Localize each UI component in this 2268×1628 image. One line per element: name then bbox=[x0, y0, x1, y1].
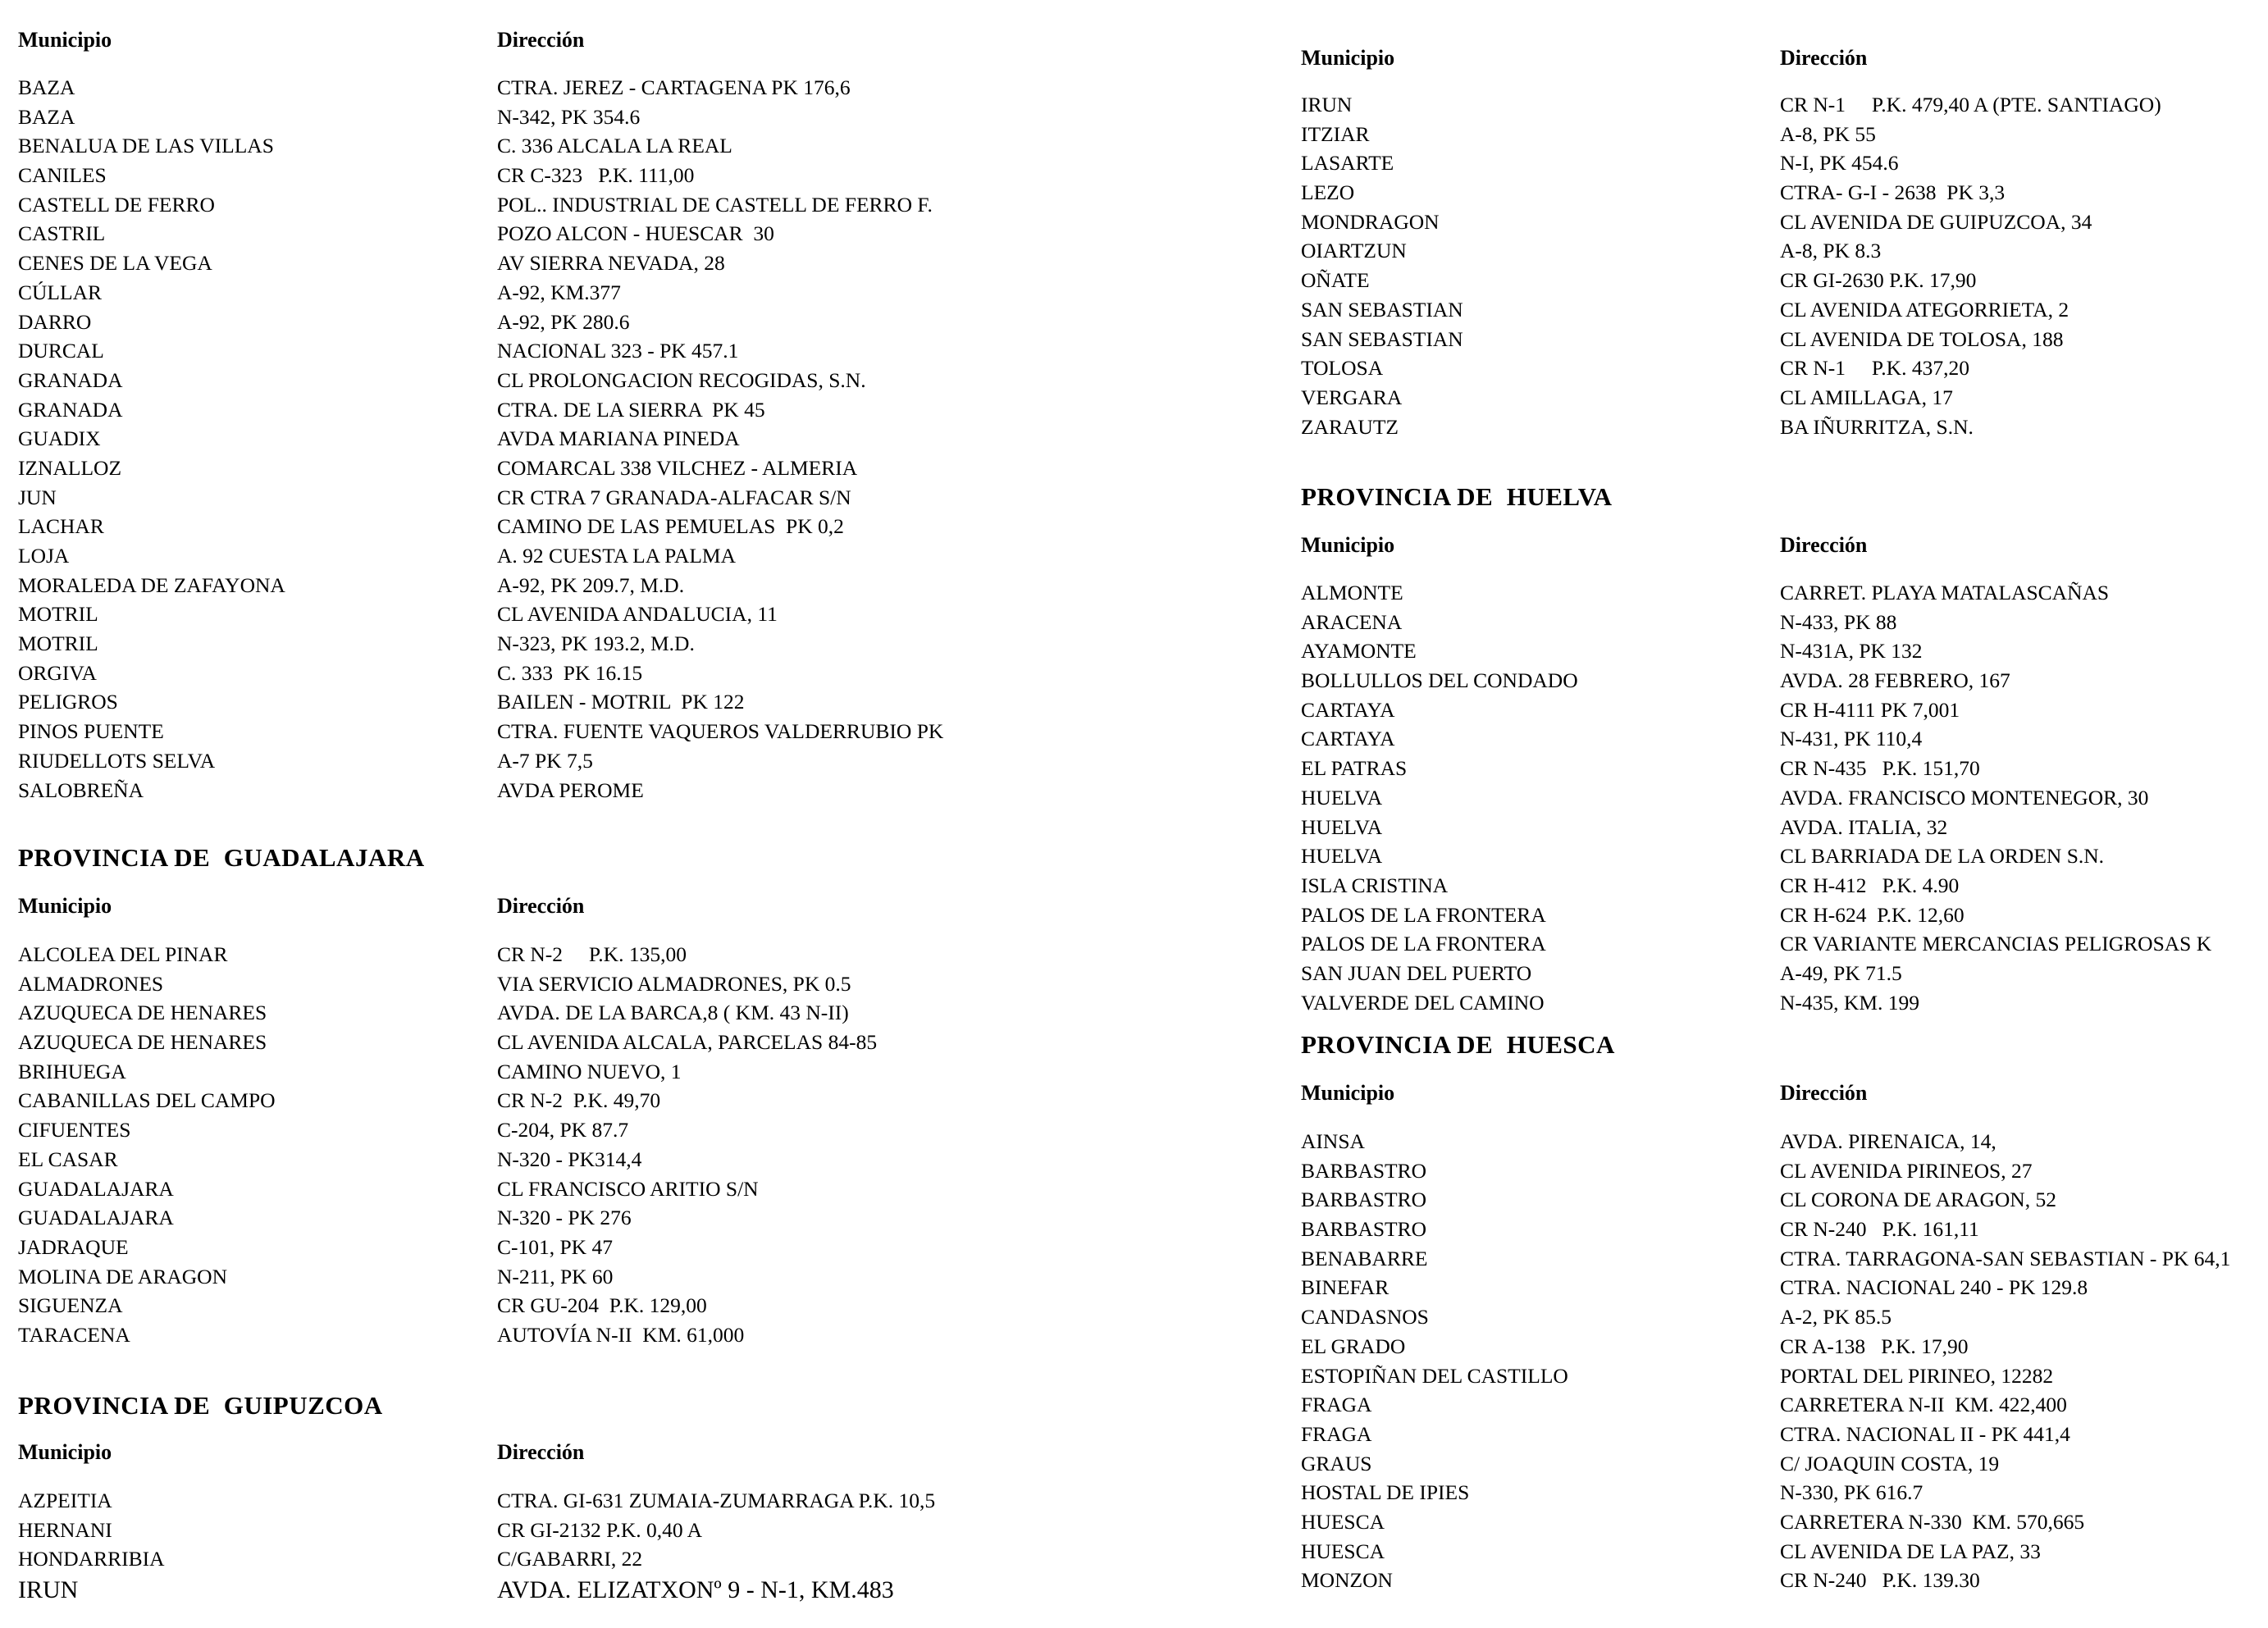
header-direccion: Dirección bbox=[497, 894, 585, 918]
direccion-cell: CL AVENIDA ATEGORRIETA, 2 bbox=[1780, 297, 2069, 321]
table-row bbox=[1301, 209, 2261, 239]
direccion-cell: CTRA. GI-631 ZUMAIA-ZUMARRAGA P.K. 10,5 bbox=[497, 1489, 936, 1512]
direccion-cell: CTRA- G-I - 2638 PK 3,3 bbox=[1780, 180, 2006, 205]
table-row bbox=[18, 718, 1232, 748]
municipio-cell: JADRAQUE bbox=[18, 1234, 129, 1259]
municipio-cell: SAN SEBASTIAN bbox=[1301, 326, 1463, 351]
table-row bbox=[1301, 1539, 2261, 1568]
rows-huelva bbox=[1301, 580, 2261, 1019]
municipio-cell: LEZO bbox=[1301, 180, 1355, 205]
direccion-cell: N-433, PK 88 bbox=[1780, 609, 1897, 634]
province-title: PROVINCIA DE GUADALAJARA bbox=[18, 843, 425, 872]
table-row bbox=[1301, 726, 2261, 755]
table-row bbox=[1301, 960, 2261, 990]
municipio-cell: RIUDELLOTS SELVA bbox=[18, 748, 216, 773]
direccion-cell: AVDA. ITALIA, 32 bbox=[1780, 814, 1948, 839]
municipio-cell: HERNANI bbox=[18, 1517, 112, 1542]
table-row bbox=[1301, 1158, 2261, 1188]
municipio-cell: IZNALLOZ bbox=[18, 455, 122, 480]
municipio-cell: SAN SEBASTIAN bbox=[1301, 297, 1463, 321]
table-row bbox=[18, 1546, 1232, 1576]
municipio-cell: ZARAUTZ bbox=[1301, 414, 1399, 439]
direccion-cell: AVDA. ELIZATXONº 9 - N-1, KM.483 bbox=[497, 1576, 894, 1604]
direccion-cell: C. 333 PK 16.15 bbox=[497, 660, 643, 685]
table-row bbox=[1301, 326, 2261, 356]
table-row bbox=[1301, 238, 2261, 267]
direccion-cell: AVDA. PIRENAICA, 14, bbox=[1780, 1129, 1996, 1153]
province-title: PROVINCIA DE HUELVA bbox=[1301, 482, 1613, 511]
municipio-cell: HUELVA bbox=[1301, 814, 1383, 839]
direccion-cell: C. 336 ALCALA LA REAL bbox=[497, 134, 732, 158]
table-row bbox=[1301, 609, 2261, 639]
municipio-cell: BINEFAR bbox=[1301, 1275, 1390, 1300]
municipio-cell: ALCOLEA DEL PINAR bbox=[18, 942, 228, 966]
table-row bbox=[18, 309, 1232, 339]
table-row bbox=[18, 455, 1232, 485]
municipio-cell: PELIGROS bbox=[18, 690, 118, 714]
table-row bbox=[18, 1205, 1232, 1234]
direccion-cell: C-204, PK 87.7 bbox=[497, 1118, 629, 1142]
table-row bbox=[18, 1264, 1232, 1293]
direccion-cell: CTRA. NACIONAL 240 - PK 129.8 bbox=[1780, 1275, 2088, 1300]
direccion-cell: A-7 PK 7,5 bbox=[497, 748, 593, 773]
table-row bbox=[18, 1029, 1232, 1059]
direccion-cell: CR N-240 P.K. 161,11 bbox=[1780, 1217, 1979, 1242]
table-row bbox=[18, 192, 1232, 221]
table-row bbox=[1301, 150, 2261, 180]
direccion-cell: BAILEN - MOTRIL PK 122 bbox=[497, 690, 745, 714]
direccion-cell: A. 92 CUESTA LA PALMA bbox=[497, 544, 737, 568]
direccion-cell: CR H-4111 PK 7,001 bbox=[1780, 697, 1960, 722]
table-row bbox=[1301, 1304, 2261, 1334]
header-direccion: Dirección bbox=[1780, 533, 1868, 557]
table-row bbox=[18, 1322, 1232, 1352]
table-row bbox=[1301, 755, 2261, 785]
municipio-cell: MOTRIL bbox=[18, 602, 98, 627]
table-row bbox=[1301, 580, 2261, 609]
table-row bbox=[1301, 931, 2261, 960]
direccion-cell: CL AVENIDA DE GUIPUZCOA, 34 bbox=[1780, 209, 2092, 234]
municipio-cell: ARACENA bbox=[1301, 609, 1403, 634]
table-row bbox=[1301, 1451, 2261, 1480]
direccion-cell: CR GU-204 P.K. 129,00 bbox=[497, 1293, 707, 1318]
direccion-cell: N-211, PK 60 bbox=[497, 1264, 614, 1288]
direccion-cell: COMARCAL 338 VILCHEZ - ALMERIA bbox=[497, 455, 858, 480]
direccion-cell: CR N-2 P.K. 135,00 bbox=[497, 942, 687, 966]
header-municipio: Municipio bbox=[18, 894, 112, 918]
municipio-cell: VALVERDE DEL CAMINO bbox=[1301, 990, 1545, 1015]
rows-guipuzcoa bbox=[18, 1488, 1232, 1605]
table-row bbox=[18, 601, 1232, 631]
municipio-cell: ISLA CRISTINA bbox=[1301, 873, 1449, 897]
direccion-cell: CR GI-2132 P.K. 0,40 A bbox=[497, 1517, 703, 1542]
municipio-cell: LASARTE bbox=[1301, 151, 1394, 176]
direccion-cell: CL AVENIDA DE LA PAZ, 33 bbox=[1780, 1539, 2041, 1563]
table-row bbox=[18, 631, 1232, 660]
municipio-cell: CANILES bbox=[18, 163, 107, 188]
table-row bbox=[18, 942, 1232, 971]
header-direccion: Dirección bbox=[1780, 1081, 1868, 1105]
municipio-cell: EL CASAR bbox=[18, 1147, 118, 1171]
municipio-cell: GUADIX bbox=[18, 426, 101, 451]
direccion-cell: CL AVENIDA ALCALA, PARCELAS 84-85 bbox=[497, 1030, 878, 1055]
table-row bbox=[18, 280, 1232, 309]
table-row bbox=[1301, 668, 2261, 697]
direccion-cell: CAMINO DE LAS PEMUELAS PK 0,2 bbox=[497, 514, 844, 539]
municipio-cell: BAZA bbox=[18, 75, 75, 99]
table-row bbox=[1301, 121, 2261, 151]
direccion-cell: A-49, PK 71.5 bbox=[1780, 960, 1902, 985]
municipio-cell: HUELVA bbox=[1301, 844, 1383, 869]
rows-huesca bbox=[1301, 1129, 2261, 1597]
municipio-cell: EL GRADO bbox=[1301, 1334, 1406, 1358]
direccion-cell: N-320 - PK 276 bbox=[497, 1206, 632, 1230]
direccion-cell: CL AVENIDA DE TOLOSA, 188 bbox=[1780, 326, 2064, 351]
direccion-cell: C/ JOAQUIN COSTA, 19 bbox=[1780, 1451, 2000, 1475]
municipio-cell: PALOS DE LA FRONTERA bbox=[1301, 932, 1546, 956]
table-row bbox=[1301, 297, 2261, 326]
table-row bbox=[1301, 1421, 2261, 1451]
direccion-cell: CR N-435 P.K. 151,70 bbox=[1780, 756, 1980, 781]
municipio-cell: HOSTAL DE IPIES bbox=[1301, 1480, 1470, 1505]
direccion-cell: A-92, KM.377 bbox=[497, 280, 621, 304]
table-row bbox=[18, 1234, 1232, 1264]
direccion-cell: N-431, PK 110,4 bbox=[1780, 727, 1923, 751]
direccion-cell: CR N-2 P.K. 49,70 bbox=[497, 1088, 661, 1113]
municipio-cell: FRAGA bbox=[1301, 1421, 1372, 1446]
table-row bbox=[18, 1117, 1232, 1147]
municipio-cell: AZPEITIA bbox=[18, 1489, 112, 1512]
direccion-cell: CR N-1 P.K. 437,20 bbox=[1780, 356, 1969, 381]
header-municipio: Municipio bbox=[18, 1440, 112, 1464]
header-direccion: Dirección bbox=[497, 28, 585, 52]
municipio-cell: BENALUA DE LAS VILLAS bbox=[18, 134, 274, 158]
table-row bbox=[1301, 697, 2261, 727]
direccion-cell: A-92, PK 209.7, M.D. bbox=[497, 572, 685, 597]
municipio-cell: ORGIVA bbox=[18, 660, 97, 685]
table-row bbox=[1301, 902, 2261, 932]
direccion-cell: AVDA. 28 FEBRERO, 167 bbox=[1780, 668, 2010, 693]
direccion-cell: CR C-323 P.K. 111,00 bbox=[497, 163, 695, 188]
rows-guadalajara bbox=[18, 942, 1232, 1352]
municipio-cell: BOLLULLOS DEL CONDADO bbox=[1301, 668, 1578, 693]
municipio-cell: AYAMONTE bbox=[1301, 639, 1417, 664]
municipio-cell: CASTELL DE FERRO bbox=[18, 192, 215, 217]
table-row bbox=[1301, 92, 2261, 121]
header-direccion: Dirección bbox=[1780, 46, 1868, 70]
table-row bbox=[18, 104, 1232, 134]
direccion-cell: CARRETERA N-II KM. 422,400 bbox=[1780, 1393, 2067, 1417]
table-row bbox=[18, 1176, 1232, 1206]
municipio-cell: MONDRAGON bbox=[1301, 209, 1440, 234]
municipio-cell: ESTOPIÑAN DEL CASTILLO bbox=[1301, 1363, 1568, 1388]
direccion-cell: C/GABARRI, 22 bbox=[497, 1547, 643, 1571]
table-row bbox=[18, 572, 1232, 602]
table-row bbox=[18, 367, 1232, 397]
direccion-cell: BA IÑURRITZA, S.N. bbox=[1780, 414, 1974, 439]
table-row bbox=[18, 1059, 1232, 1088]
municipio-cell: IRUN bbox=[1301, 93, 1353, 116]
table-row bbox=[1301, 843, 2261, 873]
header-municipio: Municipio bbox=[1301, 533, 1395, 557]
rows-granada bbox=[18, 75, 1232, 806]
municipio-cell: PINOS PUENTE bbox=[18, 719, 164, 744]
direccion-cell: N-I, PK 454.6 bbox=[1780, 151, 1899, 176]
direccion-cell: CTRA. FUENTE VAQUEROS VALDERRUBIO PK bbox=[497, 719, 944, 744]
direccion-cell: CR H-624 P.K. 12,60 bbox=[1780, 902, 1965, 927]
direccion-cell: AVDA. FRANCISCO MONTENEGOR, 30 bbox=[1780, 785, 2149, 809]
table-row bbox=[18, 485, 1232, 514]
municipio-cell: AINSA bbox=[1301, 1129, 1365, 1153]
municipio-cell: HUESCA bbox=[1301, 1539, 1385, 1563]
direccion-cell: CR GI-2630 P.K. 17,90 bbox=[1780, 268, 1977, 293]
municipio-cell: AZUQUECA DE HENARES bbox=[18, 1030, 267, 1055]
direccion-cell: CR N-1 P.K. 479,40 A (PTE. SANTIAGO) bbox=[1780, 93, 2161, 116]
direccion-cell: CTRA. NACIONAL II - PK 441,4 bbox=[1780, 1421, 2070, 1446]
municipio-cell: BARBASTRO bbox=[1301, 1158, 1427, 1183]
municipio-cell: OIARTZUN bbox=[1301, 239, 1407, 263]
municipio-cell: AZUQUECA DE HENARES bbox=[18, 1001, 267, 1025]
table-row bbox=[1301, 785, 2261, 814]
header-municipio: Municipio bbox=[1301, 1081, 1395, 1105]
table-row bbox=[1301, 1246, 2261, 1275]
direccion-cell: CR VARIANTE MERCANCIAS PELIGROSAS K bbox=[1780, 932, 2212, 956]
header-municipio: Municipio bbox=[1301, 46, 1395, 70]
municipio-cell: TARACENA bbox=[18, 1322, 130, 1347]
direccion-cell: AUTOVÍA N-II KM. 61,000 bbox=[497, 1322, 745, 1347]
municipio-cell: ALMONTE bbox=[1301, 581, 1403, 604]
table-row bbox=[1301, 267, 2261, 297]
direccion-cell: POL.. INDUSTRIAL DE CASTELL DE FERRO F. bbox=[497, 192, 933, 217]
municipio-cell: GUADALAJARA bbox=[18, 1206, 174, 1230]
table-row bbox=[1301, 355, 2261, 385]
municipio-cell: MOLINA DE ARAGON bbox=[18, 1264, 227, 1288]
municipio-cell: IRUN bbox=[18, 1576, 79, 1604]
table-row bbox=[1301, 1363, 2261, 1393]
table-row bbox=[18, 426, 1232, 455]
table-row bbox=[18, 1488, 1232, 1517]
municipio-cell: EL PATRAS bbox=[1301, 756, 1408, 781]
table-row bbox=[18, 543, 1232, 572]
direccion-cell: CR H-412 P.K. 4.90 bbox=[1780, 873, 1960, 897]
table-row bbox=[18, 221, 1232, 250]
direccion-cell: CL AVENIDA PIRINEOS, 27 bbox=[1780, 1158, 2033, 1183]
direccion-cell: VIA SERVICIO ALMADRONES, PK 0.5 bbox=[497, 971, 851, 996]
table-row bbox=[18, 971, 1232, 1001]
municipio-cell: MONZON bbox=[1301, 1568, 1393, 1593]
province-title: PROVINCIA DE GUIPUZCOA bbox=[18, 1391, 383, 1420]
table-row bbox=[1301, 638, 2261, 668]
municipio-cell: CENES DE LA VEGA bbox=[18, 251, 212, 276]
table-row bbox=[1301, 1129, 2261, 1158]
direccion-cell: CL FRANCISCO ARITIO S/N bbox=[497, 1176, 759, 1201]
direccion-cell: CL AVENIDA ANDALUCIA, 11 bbox=[497, 602, 778, 627]
direccion-cell: AVDA PEROME bbox=[497, 778, 644, 802]
direccion-cell: CL BARRIADA DE LA ORDEN S.N. bbox=[1780, 844, 2105, 869]
table-row bbox=[1301, 180, 2261, 209]
municipio-cell: CARTAYA bbox=[1301, 697, 1395, 722]
municipio-cell: DARRO bbox=[18, 309, 92, 334]
municipio-cell: CASTRIL bbox=[18, 221, 106, 246]
table-row bbox=[18, 689, 1232, 718]
table-row bbox=[18, 1293, 1232, 1322]
table-row bbox=[18, 1517, 1232, 1547]
table-row bbox=[18, 133, 1232, 162]
direccion-cell: CL AMILLAGA, 17 bbox=[1780, 385, 1953, 409]
municipio-cell: ALMADRONES bbox=[18, 971, 164, 996]
direccion-cell: CR N-240 P.K. 139.30 bbox=[1780, 1568, 1980, 1593]
municipio-cell: GUADALAJARA bbox=[18, 1176, 174, 1201]
municipio-cell: BENABARRE bbox=[1301, 1246, 1428, 1270]
direccion-cell: PORTAL DEL PIRINEO, 12282 bbox=[1780, 1363, 2054, 1388]
direccion-cell: POZO ALCON - HUESCAR 30 bbox=[497, 221, 774, 246]
municipio-cell: LACHAR bbox=[18, 514, 104, 539]
direccion-cell: C-101, PK 47 bbox=[497, 1234, 613, 1259]
table-row bbox=[18, 1000, 1232, 1029]
table-row bbox=[1301, 873, 2261, 902]
table-row bbox=[18, 397, 1232, 426]
table-row bbox=[18, 778, 1232, 807]
direccion-cell: CL CORONA DE ARAGON, 52 bbox=[1780, 1188, 2056, 1212]
municipio-cell: LOJA bbox=[18, 544, 70, 568]
table-row bbox=[18, 748, 1232, 778]
table-row bbox=[1301, 1480, 2261, 1509]
table-row bbox=[18, 513, 1232, 543]
table-row bbox=[18, 338, 1232, 367]
direccion-cell: CR CTRA 7 GRANADA-ALFACAR S/N bbox=[497, 485, 851, 509]
table-row bbox=[18, 1088, 1232, 1117]
municipio-cell: GRANADA bbox=[18, 397, 123, 422]
municipio-cell: HUESCA bbox=[1301, 1509, 1385, 1534]
direccion-cell: N-342, PK 354.6 bbox=[497, 104, 641, 129]
municipio-cell: SIGUENZA bbox=[18, 1293, 123, 1318]
direccion-cell: A-92, PK 280.6 bbox=[497, 309, 630, 334]
table-row bbox=[1301, 385, 2261, 414]
municipio-cell: MOTRIL bbox=[18, 632, 98, 656]
municipio-cell: CÚLLAR bbox=[18, 280, 102, 304]
municipio-cell: ITZIAR bbox=[1301, 121, 1370, 146]
direccion-cell: NACIONAL 323 - PK 457.1 bbox=[497, 339, 739, 363]
table-row bbox=[1301, 1216, 2261, 1246]
direccion-cell: N-431A, PK 132 bbox=[1780, 639, 1923, 664]
municipio-cell: BRIHUEGA bbox=[18, 1059, 126, 1083]
direccion-cell: N-330, PK 616.7 bbox=[1780, 1480, 1923, 1505]
direccion-cell: A-8, PK 55 bbox=[1780, 121, 1876, 146]
table-row bbox=[18, 75, 1232, 104]
direccion-cell: A-8, PK 8.3 bbox=[1780, 239, 1882, 263]
municipio-cell: FRAGA bbox=[1301, 1393, 1372, 1417]
table-row bbox=[1301, 1275, 2261, 1304]
direccion-cell: AVDA. DE LA BARCA,8 ( KM. 43 N-II) bbox=[497, 1001, 849, 1025]
header-municipio: Municipio bbox=[18, 28, 112, 52]
municipio-cell: VERGARA bbox=[1301, 385, 1403, 409]
table-row bbox=[18, 1576, 1232, 1605]
table-row bbox=[1301, 1187, 2261, 1216]
header-direccion: Dirección bbox=[497, 1440, 585, 1464]
direccion-cell: N-323, PK 193.2, M.D. bbox=[497, 632, 695, 656]
municipio-cell: OÑATE bbox=[1301, 268, 1370, 293]
municipio-cell: CANDASNOS bbox=[1301, 1305, 1429, 1329]
direccion-cell: AV SIERRA NEVADA, 28 bbox=[497, 251, 725, 276]
direccion-cell: CARRETERA N-330 KM. 570,665 bbox=[1780, 1509, 2085, 1534]
municipio-cell: CABANILLAS DEL CAMPO bbox=[18, 1088, 276, 1113]
table-row bbox=[18, 660, 1232, 690]
rows-guipuzcoa-continued bbox=[1301, 92, 2261, 443]
table-row bbox=[1301, 414, 2261, 444]
direccion-cell: CTRA. TARRAGONA-SAN SEBASTIAN - PK 64,1 bbox=[1780, 1246, 2231, 1270]
direccion-cell: CL PROLONGACION RECOGIDAS, S.N. bbox=[497, 367, 866, 392]
municipio-cell: MORALEDA DE ZAFAYONA bbox=[18, 572, 285, 597]
direccion-cell: CAMINO NUEVO, 1 bbox=[497, 1059, 682, 1083]
table-row bbox=[1301, 1567, 2261, 1597]
direccion-cell: CTRA. DE LA SIERRA PK 45 bbox=[497, 397, 765, 422]
direccion-cell: CR A-138 P.K. 17,90 bbox=[1780, 1334, 1969, 1358]
municipio-cell: DURCAL bbox=[18, 339, 104, 363]
table-row bbox=[1301, 1334, 2261, 1363]
municipio-cell: HONDARRIBIA bbox=[18, 1547, 165, 1571]
municipio-cell: HUELVA bbox=[1301, 785, 1383, 809]
municipio-cell: SAN JUAN DEL PUERTO bbox=[1301, 960, 1532, 985]
table-row bbox=[1301, 1392, 2261, 1421]
province-title: PROVINCIA DE HUESCA bbox=[1301, 1030, 1615, 1059]
table-row bbox=[18, 162, 1232, 192]
municipio-cell: CARTAYA bbox=[1301, 727, 1395, 751]
municipio-cell: GRAUS bbox=[1301, 1451, 1372, 1475]
direccion-cell: CARRET. PLAYA MATALASCAÑAS bbox=[1780, 581, 2110, 604]
municipio-cell: JUN bbox=[18, 485, 57, 509]
municipio-cell: SALOBREÑA bbox=[18, 778, 144, 802]
municipio-cell: TOLOSA bbox=[1301, 356, 1384, 381]
table-row bbox=[1301, 1509, 2261, 1539]
table-row bbox=[1301, 990, 2261, 1019]
municipio-cell: PALOS DE LA FRONTERA bbox=[1301, 902, 1546, 927]
municipio-cell: BAZA bbox=[18, 104, 75, 129]
municipio-cell: BARBASTRO bbox=[1301, 1217, 1427, 1242]
direccion-cell: AVDA MARIANA PINEDA bbox=[497, 426, 740, 451]
municipio-cell: GRANADA bbox=[18, 367, 123, 392]
table-row bbox=[1301, 814, 2261, 844]
direccion-cell: A-2, PK 85.5 bbox=[1780, 1305, 1892, 1329]
table-row bbox=[18, 250, 1232, 280]
direccion-cell: N-320 - PK314,4 bbox=[497, 1147, 642, 1171]
direccion-cell: CTRA. JEREZ - CARTAGENA PK 176,6 bbox=[497, 75, 851, 99]
municipio-cell: CIFUENTES bbox=[18, 1118, 131, 1142]
table-row bbox=[18, 1147, 1232, 1176]
direccion-cell: N-435, KM. 199 bbox=[1780, 990, 1919, 1015]
municipio-cell: BARBASTRO bbox=[1301, 1188, 1427, 1212]
